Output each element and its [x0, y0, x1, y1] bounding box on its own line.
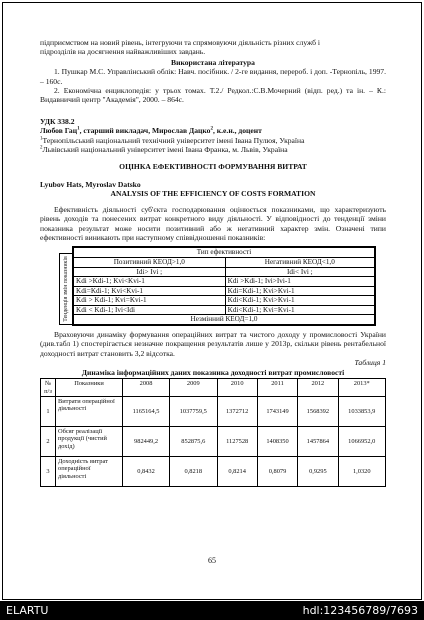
table-cell: 1033853,9 [338, 396, 385, 426]
col-header: Показники [56, 379, 123, 397]
table-title: Динаміка інформаційних даних показника доходності витрат промисловості [81, 367, 345, 377]
eff-cell: Kdi < Kdi-1; Ivi<Idi [74, 305, 226, 315]
table-cell: 1165164,5 [123, 396, 170, 426]
paragraph-1: Ефективність діяльності суб'єкта господарювання оцінюється показниками, що характеризують рівень доходів та понесених витрат конкретного виду діяльності. У відповідності до тенденції зміни показника результат може носити позитивний або ж негативний характер змін. Означені типи ефективності виникають при наступному співвідношенні показників: [40, 204, 386, 242]
table-cell: 1,0320 [338, 456, 385, 486]
author-2-name: Мирослав Дацко [152, 126, 211, 136]
authors-en: Lyubov Hats, Myroslav Datsko [40, 179, 141, 189]
trend-side-label: Тенденція змін показників [59, 253, 73, 325]
eff-positive-sub: Іdі> Іvі ; [74, 267, 226, 277]
table-cell: 852875,6 [170, 426, 217, 456]
efficiency-type-table [63, 246, 376, 326]
row-indicator: Доходність витрат операційної діяльності [56, 456, 123, 486]
eff-cell: Kdi >Kdi-1; Ivi>Ivi-1 [225, 277, 374, 287]
data-table [40, 378, 386, 487]
table-cell: 1408350 [257, 426, 297, 456]
row-number: 1 [41, 396, 56, 426]
table-header-row [41, 379, 386, 397]
table-cell: 0,8214 [217, 456, 257, 486]
eff-header: Тип ефективності [74, 248, 375, 258]
author-2-sup: 2 [210, 126, 213, 132]
table-cell: 1568392 [298, 396, 338, 426]
col-header: 2008 [123, 379, 170, 397]
intro-line-2: підрозділів на досягнення найважливіших завдань. [40, 47, 206, 57]
col-header: 2010 [217, 379, 257, 397]
col-header: 2011 [257, 379, 297, 397]
article-title-ua: ОЦІНКА ЕФЕКТИВНОСТІ ФОРМУВАННЯ ВИТРАТ [119, 162, 307, 172]
eff-cell: Kdi > Kdi-1; Kvi=Kvi-1 [74, 296, 226, 306]
paragraph-2: Враховуючи динаміку формування операційних витрат та чистого доходу у промисловості України (див.табл 1) спостерігається незначне покращення результатів лише у 2013р, скільки рівень рентабельної доходності витрат становить 3,2 відсотка. [40, 330, 386, 358]
reference-item-1: 1. Пушкар М.С. Управлінський облік: Навч. посібник. / 2-ге видання, перероб. і доп. -Тернопіль, 1997. – 160с. [40, 67, 386, 86]
references-title: Використана література [171, 57, 255, 67]
table-cell: 0,9295 [298, 456, 338, 486]
eff-cell: Kdi=Kdi-1; Kvi>Kvi-1 [225, 286, 374, 296]
intro-line-1: підприємством на новий рівень, інтегруючи та спрямовуючи діяльність різних служб і [40, 38, 321, 47]
table-row [41, 456, 386, 486]
article-title-en: ANALYSIS OF THE EFFICIENCY OF COSTS FORMATION [110, 189, 316, 199]
reference-item-2: 2. Економічна енциклопедія: у трьох томах. Т.2./ Редкол.:С.В.Мочерний (відп. ред.) та ін. – К.: Видавничий центр "Академія", 2000. – 864с. [40, 86, 386, 105]
table-row [41, 396, 386, 426]
col-header: 2013* [338, 379, 385, 397]
table-cell: 0,8079 [257, 456, 297, 486]
eff-cell: Kdi<Kdi-1; Kvi=Kvi-1 [225, 305, 374, 315]
row-number: 3 [41, 456, 56, 486]
page-number: 65 [208, 556, 216, 565]
affiliation-2: $^2$Львівський національний університет імені Івана Франка, м. Львів, Україна [40, 145, 288, 155]
handle-id: hdl:123456789/7693 [302, 604, 418, 617]
col-header: 2009 [170, 379, 217, 397]
repository-name: ELARTU [6, 604, 49, 617]
row-number: 2 [41, 426, 56, 456]
author-1-name: Любов Гац [40, 126, 78, 136]
document-page [40, 38, 386, 487]
table-cell: 1372712 [217, 396, 257, 426]
table-cell: 1743149 [257, 396, 297, 426]
table-cell: 0,8432 [123, 456, 170, 486]
eff-cell: Kdi<Kdi-1; Kvi>Kvi-1 [225, 296, 374, 306]
col-header: 2012 [298, 379, 338, 397]
eff-cell: Kdi=Kdi-1; Kvi<Kvi-1 [74, 286, 226, 296]
repository-footer-bar [0, 601, 424, 620]
eff-cell: Kdi >Kdi-1; Kvi<Kvi-1 [74, 277, 226, 287]
table-cell: 1066952,0 [338, 426, 385, 456]
eff-negative-head: Негативний КЕОД<1,0 [225, 257, 374, 267]
author-1-role: , старший викладач, [79, 126, 153, 136]
udc-code: УДК 338.2 [40, 116, 75, 126]
col-header: № п/з [41, 379, 56, 397]
table-label: Таблиця 1 [354, 358, 386, 368]
table-cell: 0,8218 [170, 456, 217, 486]
author-2-role: , к.е.н., доцент [212, 126, 262, 136]
table-cell: 1127528 [217, 426, 257, 456]
row-indicator: Обсяг реалізації продукції (чистий дохід) [56, 426, 123, 456]
table-cell: 982449,2 [123, 426, 170, 456]
row-indicator: Витрати операційної діяльності [56, 396, 123, 426]
table-cell: 1457864 [298, 426, 338, 456]
eff-positive-head: Позитивний КЕОД>1,0 [74, 257, 226, 267]
eff-footer: Незмінний КЕОД=1,0 [74, 315, 375, 325]
eff-negative-sub: Іdі< Іvі ; [225, 267, 374, 277]
table-cell: 1037759,5 [170, 396, 217, 426]
author-1-sup: 1 [77, 126, 80, 132]
affiliation-1: $^1$Тернопільський національний технічний університет імені Івана Пулюя, Україна [40, 135, 305, 145]
authors-line [40, 126, 386, 135]
table-row [41, 426, 386, 456]
